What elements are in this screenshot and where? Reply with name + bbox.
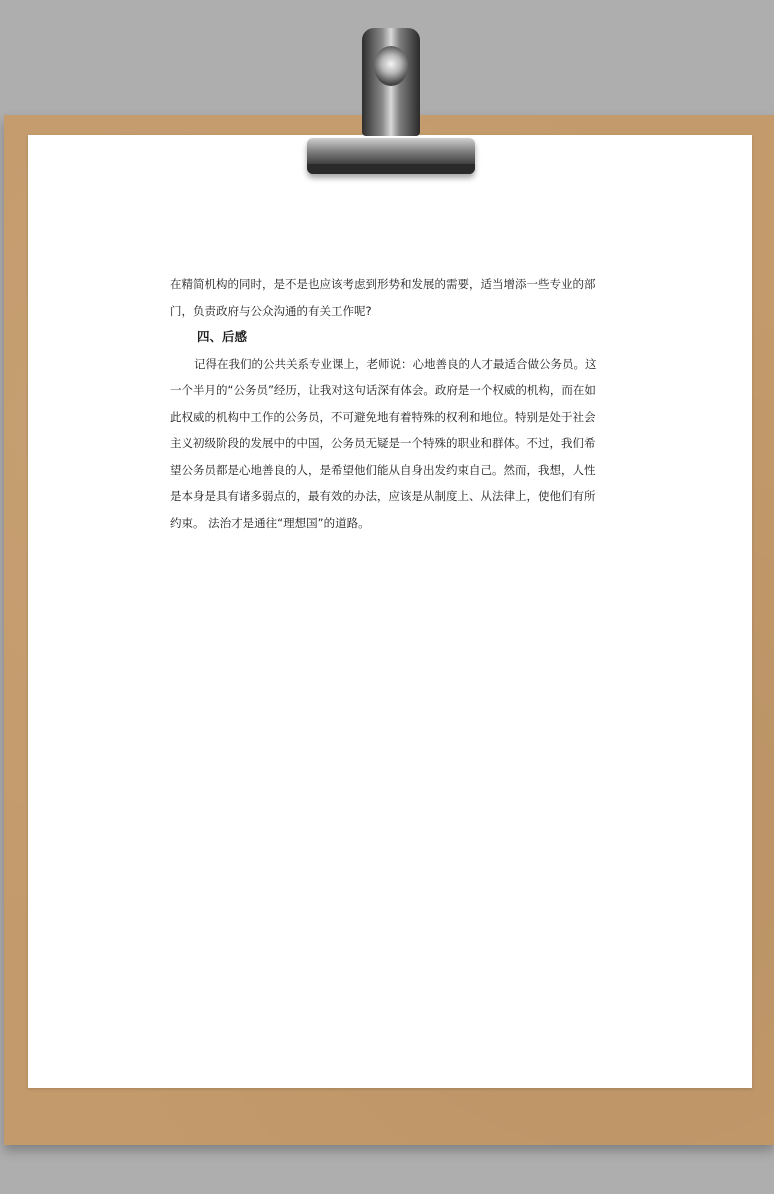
document-body [170,271,602,536]
section-heading: 四、后感 [197,329,248,344]
watermark [97,469,119,496]
clip-ring-icon [374,46,408,86]
clip-bar-edge [307,164,475,174]
paragraph-continued: 在精简机构的同时，是不是也应该考虑到形势和发展的需要，适当增添一些专业的部门，负责政府与公众沟通的有关工作呢? [170,277,596,318]
paper-sheet [28,135,752,1088]
paragraph-main: 记得在我们的公共关系专业课上，老师说：心地善良的人才最适合做公务员。这 一个半月的“公务员”经历，让我对这句话深有体会。政府是一个权威的机构，而在如此权威的机构中工作的公务员，不可避免地有着特殊的权利和地位。特别是处于社会主义初级阶段的发展中的中国，公务员无疑是一个特殊的职业和群体。不过，我们希望公务员都是心地善良的人，是希望他们能从自身出发约束自己。然而，我想，人性是本身是具有诸多弱点的，最有效的办法，应该是从制度上、从法律上，使他们有所约束。 法治才是通往“理想国”的道路。 [170,356,597,530]
